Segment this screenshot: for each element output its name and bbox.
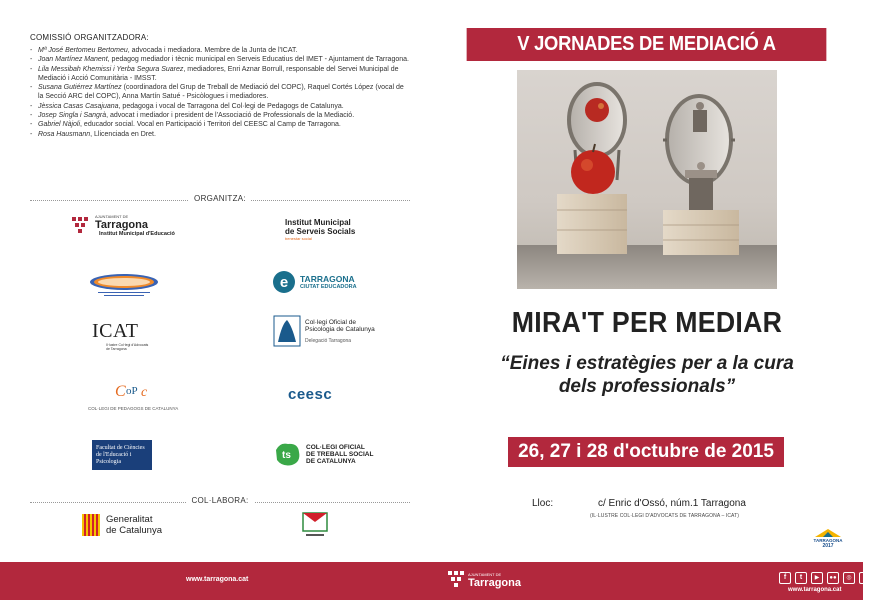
footer-bar [0,562,868,600]
svg-text:C: C [115,383,126,400]
footer-website-link[interactable]: www.tarragona.cat [186,576,249,583]
speech-bubble-icon [88,273,160,297]
list-item: - Mª José Bertomeu Bertomeu, advocada i mediadora. Membre de la Junta de l'ICAT. [30,46,410,55]
flickr-icon[interactable]: ●● [827,572,839,584]
mirror-apple-photo [517,70,777,289]
sail-icon [811,528,845,538]
social-icons [779,572,871,584]
svg-text:oP: oP [126,385,138,397]
generalitat-logo: Generalitat de Catalunya [82,514,162,536]
twitter-icon[interactable]: t [795,572,807,584]
event-title: MIRA'T PER MEDIAR [511,307,783,339]
event-subtitle: “Eines i estratègies per a la cura dels professionals” [500,353,794,397]
tarragona-2017-logo: TARRAGONA 2017 [811,528,845,549]
copc-logo: Col·legi Oficial de Psicologia de Catalunya Delegació Tarragona [272,314,375,348]
footer-ajuntament-logo: AJUNTAMENT DE Tarragona [447,570,521,590]
ajuntament-icon [70,215,92,237]
right-panel [431,0,863,562]
svg-text:ts: ts [282,450,291,461]
list-item: - Josep Singla i Sangrà, advocat i mediador i president de l'Associació de Professionals de la Mediació. [30,111,410,120]
collabora-logo-2 [302,512,328,540]
senyera-icon [82,514,102,536]
svg-text:c: c [141,385,148,400]
pinterest-icon[interactable]: p [859,572,871,584]
committee-title: COMISSIÓ ORGANITZADORA: [30,33,149,42]
list-item: - Gabriel Nàjoli, educador social. Vocal en Participació i Territori del CEESC al Camp de Tarragona. [30,120,410,129]
svg-text:e: e [279,274,289,291]
photo-illustration [517,70,777,289]
ajuntament-imet-logo: AJUNTAMENT DE Tarragona Institut Municipal d'Educació [70,214,175,237]
pedagogs-logo: C oP c COL·LEGI DE PEDAGOGS DE CATALUNYA [88,378,178,411]
treball-social-logo: ts COL·LEGI OFICIAL DE TREBALL SOCIAL DE CATALUNYA [272,440,373,468]
facultat-logo: Facultat de Ciències de l'Educació i Psicologia [92,440,152,470]
left-panel [0,0,431,562]
instagram-icon[interactable]: ◎ [843,572,855,584]
committee-list [30,46,410,139]
facebook-icon[interactable]: f [779,572,791,584]
list-item: - Joan Martínez Manent, pedagog mediador i tècnic municipal en Serveis Educatius del IMET - Ajuntament de Tarragona. [30,55,410,64]
icat-logo: ICAT Il·lustre Col·legi d'Advocats de Tarragona [92,320,149,351]
youtube-icon[interactable]: ▶ [811,572,823,584]
organitza-heading: ORGANITZA: [30,194,410,206]
list-item: - Susana Gutiérrez Martínez (coordinadora del Grup de Treball de Mediació del COPC), Raquel Cortés López (vocal de la Secció ARC del COPC), Anna Martín Satué - Psicòlogues i mediadores. [30,83,410,102]
imsst-logo: Institut Municipal de Serveis Socials benestar social [285,218,356,241]
ts-emblem-icon [272,440,302,468]
location-address: c/ Enric d'Ossó, núm.1 Tarragona [598,498,746,509]
list-item: - Rosa Hausmann, Llicenciada en Dret. [30,130,410,139]
collabora-emblem-icon [302,512,328,540]
list-item: - Jèssica Casas Casajuana, pedagoga i vocal de Tarragona del Col·legi de Pedagogs de Catalunya. [30,102,410,111]
ciutat-educadora-logo: e TARRAGONA CIUTAT EDUCADORA [272,270,357,294]
mediacio-logo [88,273,160,297]
event-dates: 26, 27 i 28 d'octubre de 2015 [508,437,784,467]
event-banner: V JORNADES DE MEDIACIÓ A [467,28,827,61]
pedagogs-emblem-icon [113,378,153,400]
ajuntament-icon [447,570,465,590]
copc-emblem-icon [272,314,302,348]
collabora-heading: COL·LABORA: [30,496,410,508]
location-label: Lloc: [532,498,554,509]
ceesc-logo: ceesc [288,386,333,403]
list-item: - Lila Messibah Khemissi i Yerba Segura Suarez, mediadores, Enri Aznar Borrull, responsable del Servei Municipal de Mediació i Acció Comunitària - IMSST. [30,65,410,84]
e-circle-icon [272,270,296,294]
footer-website-link-right[interactable]: www.tarragona.cat [788,587,842,593]
location-note: (IL·LUSTRE COL·LEGI D'ADVOCATS DE TARRAGONA – ICAT) [590,513,740,519]
